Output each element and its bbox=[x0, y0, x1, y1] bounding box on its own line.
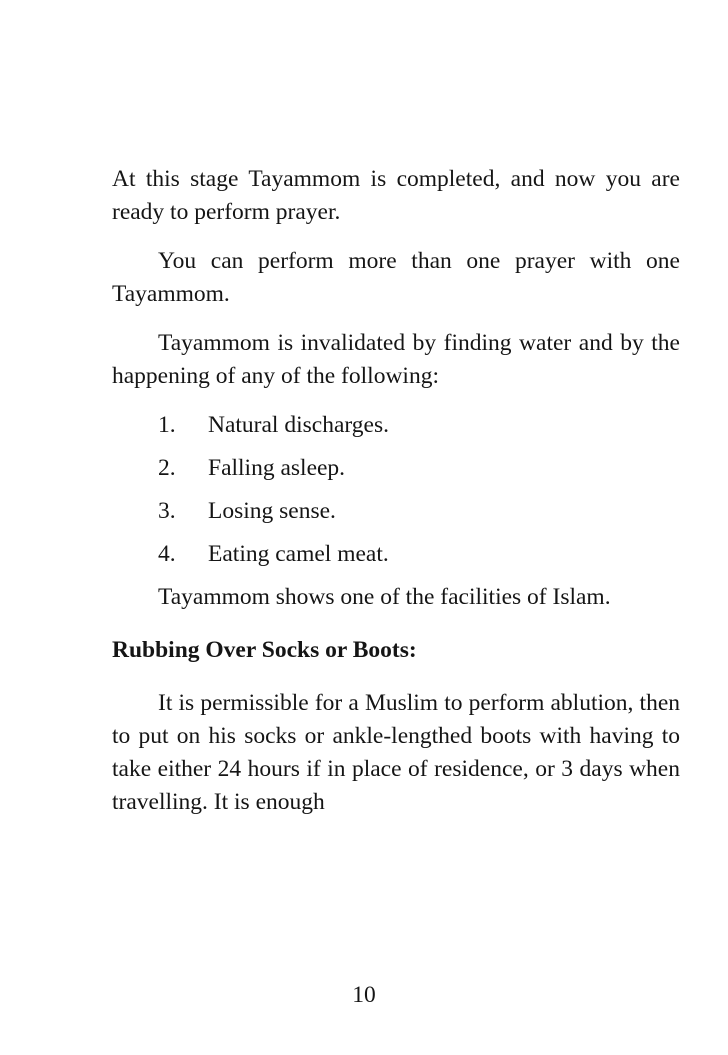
list-item bbox=[112, 538, 680, 581]
list-item-text: Falling asleep. bbox=[208, 455, 346, 481]
list-item-number: 3. bbox=[158, 498, 176, 524]
invalidators-list bbox=[112, 409, 680, 581]
paragraph-more-than-one-prayer: You can perform more than one prayer with one Tayammom. bbox=[112, 248, 680, 307]
paragraph-tayammom-completed: At this stage Tayammom is completed, and now you are ready to perform prayer. bbox=[112, 166, 680, 225]
list-item-text: Natural discharges. bbox=[208, 412, 389, 438]
section-heading: Rubbing Over Socks or Boots: bbox=[112, 637, 417, 663]
paragraph-invalidation: Tayammom is invalidated by finding water and by the happening of any of the following: bbox=[112, 330, 680, 389]
paragraph-socks-boots: It is permissible for a Muslim to perform ablution, then to put on his socks or ankle-lengthed boots with having to take either 24 hours if in place of residence, or 3 days when travelling. It is enough bbox=[112, 690, 680, 815]
list-item bbox=[112, 452, 680, 495]
list-item-text: Losing sense. bbox=[208, 498, 336, 524]
page-body bbox=[112, 163, 680, 819]
closing-sentence: Tayammom shows one of the facilities of Islam. bbox=[158, 584, 611, 610]
list-item-number: 2. bbox=[158, 455, 176, 481]
list-item bbox=[112, 495, 680, 538]
list-item-number: 4. bbox=[158, 541, 176, 567]
list-item-number: 1. bbox=[158, 412, 176, 438]
page-number: 10 bbox=[352, 982, 376, 1008]
list-item-text: Eating camel meat. bbox=[208, 541, 389, 567]
list-item bbox=[112, 409, 680, 452]
